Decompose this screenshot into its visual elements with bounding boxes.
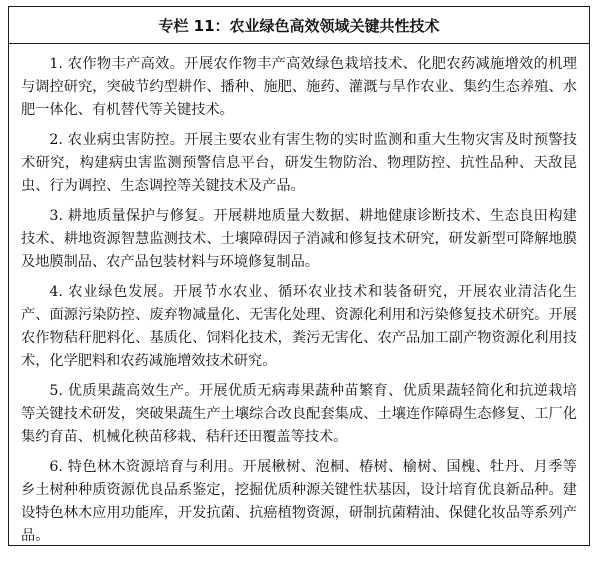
column-content [9, 44, 589, 548]
paragraph-pest-control: 2. 农业病虫害防控。开展主要农业有害生物的实时监测和重大生物灾害及时预警技术研究，构建病虫害监测预警信息平台，研发生物防治、物理防控、抗性品种、天敌昆虫、行为调控、生态调控等关键技术及产品。 [21, 132, 577, 194]
paragraph-forest-resources: 6. 特色林木资源培育与利用。开展楸树、泡桐、椿树、榆树、国槐、牡丹、月季等乡土树种种质资源优良品系鉴定，挖掘优质种源关键性状基因，设计培育优良新品种。建设特色林木应用功能库，开发抗菌、抗癌植物资源，研制抗菌精油、保健化妆品等系列产品。 [21, 459, 577, 544]
column-box [8, 6, 590, 546]
paragraph-fruit-vegetable: 5. 优质果蔬高效生产。开展优质无病毒果蔬种苗繁育、优质果蔬轻简化和抗逆栽培等关键技术研发，突破果蔬生产土壤综合改良配套集成、土壤连作障碍生态修复、工厂化集约育苗、机械化秧苗移栽、秸秆还田覆盖等技术。 [21, 383, 577, 445]
paragraph-crop-yield: 1. 农作物丰产高效。开展农作物丰产高效绿色栽培技术、化肥农药减施增效的机理与调控研究，突破节约型耕作、播种、施肥、施药、灌溉与旱作农业、集约生态养殖、水肥一体化、有机替代等关键技术。 [21, 56, 577, 118]
paragraph-farmland-quality: 3. 耕地质量保护与修复。开展耕地质量大数据、耕地健康诊断技术、生态良田构建技术、耕地资源智慧监测技术、土壤障碍因子消减和修复技术研究，研发新型可降解地膜及地膜制品、农产品包装材料与环境修复制品。 [21, 208, 577, 270]
column-title: 专栏 11：农业绿色高效领域关键共性技术 [9, 7, 589, 44]
paragraph-green-development: 4. 农业绿色发展。开展节水农业、循环农业技术和装备研究，开展农业清洁化生产、面源污染防控、废弃物减量化、无害化处理、资源化利用和污染修复技术研究。开展农作物秸秆肥料化、基质化、饲料化技术，粪污无害化、农产品加工副产物资源化利用技术，化学肥料和农药减施增效技术研究。 [21, 284, 577, 369]
